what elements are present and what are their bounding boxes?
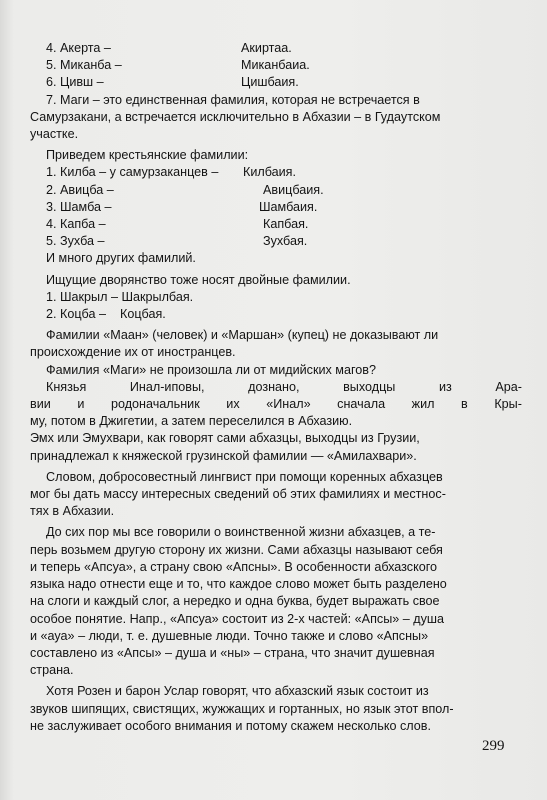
text-line: и теперь «Апсуа», а страну свою «Апсны». В особенности абхазского	[30, 559, 438, 574]
text-line: До сих пор мы все говорили о воинственной жизни абхазцев, а те-	[46, 525, 436, 540]
text-line: перь возьмем другую сторону их жизни. Сами абхазцы называют себя	[30, 542, 443, 557]
list-item: 4. Акерта – Акиртаа.	[46, 41, 292, 55]
text-line: составлено из «Апсы» – душа и «ны» – страна, что значит душевная	[30, 645, 435, 660]
paragraph-maan	[30, 327, 522, 361]
paragraph-rosen	[30, 683, 522, 735]
text-line: Князья Инал-иповы, дознано, выходцы из Ара-	[46, 379, 522, 394]
list-item: 5. Зухба – Зухбая.	[46, 234, 308, 249]
text-line: происхождение их от иностранцев.	[30, 345, 236, 360]
text-line: 7. Маги – это единственная фамилия, которая не встречается в	[46, 92, 420, 107]
paragraph-language	[30, 524, 522, 679]
text-line: вии и родоначальник их «Инал» сначала жил в Кры-	[30, 397, 522, 412]
text-line: Эмх или Эмухвари, как говорят сами абхазцы, выходцы из Грузии,	[30, 431, 420, 446]
list-item: 1. Килба – у самурзаканцев – Килбаия.	[46, 165, 297, 180]
paragraph-princes	[30, 379, 522, 465]
list-item: 6. Цивш – Цишбаия.	[46, 75, 299, 90]
paragraph-magi-surname	[30, 92, 522, 144]
text-line: Фамилии «Маан» (человек) и «Маршан» (купец) не доказывают ли	[46, 328, 439, 343]
paragraph-linguist	[30, 469, 522, 521]
text-line: Словом, добросовестный лингвист при помощи коренных абхазцев	[46, 469, 443, 484]
list-item: 3. Шамба – Шамбаия.	[46, 199, 318, 214]
text-line: не заслуживает особого внимания и потому скажем несколько слов.	[30, 718, 431, 733]
list-item: 5. Миканба – Миканбаиа.	[46, 58, 310, 73]
text-line: особое понятие. Напр., «Апсуа» состоит из 2-х частей: «Апсы» – душа	[30, 611, 445, 626]
nobility-heading: Ищущие дворянство тоже носят двойные фамилии.	[46, 272, 351, 287]
page-number: 299	[482, 738, 505, 754]
text-line: принадлежал к княжеской грузинской фамилии — «Амилахвари».	[30, 448, 417, 463]
text-line: Хотя Розен и барон Услар говорят, что абхазский язык состоит из	[46, 684, 429, 699]
list-item: 2. Коцба – Коцбая.	[46, 307, 166, 322]
paragraph-magi-question: Фамилия «Маги» не произошла ли от мидийских магов?	[46, 362, 376, 377]
text-line: мог бы дать массу интересных сведений об этих фамилиях и местнос-	[30, 487, 446, 502]
text-line: и «ауа» – люди, т. е. душевные люди. Точно также и слово «Апсны»	[30, 628, 429, 643]
page-text	[30, 40, 522, 735]
text-line: участке.	[30, 127, 79, 142]
text-line: тях в Абхазии.	[30, 504, 115, 519]
text-line: Самурзакани, а встречается исключительно в Абхазии – в Гудаутском	[30, 109, 441, 124]
list-item: 2. Авицба – Авицбаия.	[46, 182, 324, 197]
text-line: страна.	[30, 663, 74, 678]
text-line: звуков шипящих, свистящих, жужжащих и гортанных, но язык этот впол-	[30, 701, 454, 716]
text-line: И много других фамилий.	[46, 251, 196, 266]
text-line: на слоги и каждый слог, а нередко и одна буква, будет выражать свое	[30, 594, 440, 609]
peasant-surnames-heading: Приведем крестьянские фамилии:	[46, 148, 249, 163]
list-item: 1. Шакрыл – Шакрылбая.	[46, 289, 194, 304]
text-line: му, потом в Джигетии, а затем переселился в Абхазию.	[30, 414, 353, 429]
text-line: языка надо отнести еще и то, что каждое слово может быть разделено	[30, 577, 447, 592]
list-item: 4. Капба – Капбая.	[46, 217, 309, 232]
